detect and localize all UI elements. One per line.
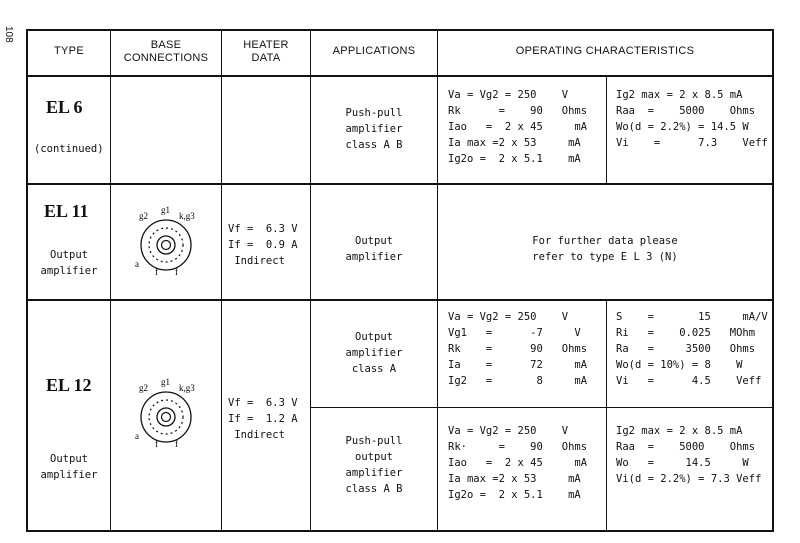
el12-pin-a: a: [135, 431, 139, 441]
el11-description: Output amplifier: [40, 249, 98, 277]
el12-pin-g2: g2: [139, 383, 148, 393]
el12-application-class-a: Output amplifier class A: [345, 331, 403, 375]
page-number: 108: [3, 26, 14, 43]
type-el6: EL 6: [46, 97, 83, 117]
el11-ops-reference: For further data please refer to type E L 3 (N): [532, 235, 678, 263]
el12-base-diagram-icon: [131, 373, 201, 455]
el12-class-a-ops-left: Va = Vg2 = 250 V Vg1 = -7 V Rk = 90 Ohms Ia = 72 mA Ig2 = 8 mA: [448, 311, 588, 387]
el11-pin-f1: f: [155, 267, 158, 277]
el12-pin-f1: f: [155, 439, 158, 449]
header-applications: APPLICATIONS: [332, 45, 416, 57]
el12-pin-g1: g1: [161, 377, 170, 387]
el12-description: Output amplifier: [40, 453, 98, 481]
tube-data-table: [26, 29, 774, 532]
el11-pin-a: a: [135, 259, 139, 269]
el12-pin-f2: f: [175, 439, 178, 449]
col-rule-1: [110, 31, 111, 530]
col-rule-4: [437, 31, 438, 530]
header-operating-characteristics: OPERATING CHARACTERISTICS: [515, 45, 695, 57]
header-base-connections: BASE CONNECTIONS: [123, 39, 209, 64]
col-rule-2: [221, 31, 222, 530]
el11-pin-g1: g1: [161, 205, 170, 215]
el12-pin-kg3: k,g3: [179, 383, 195, 393]
el6-application: Push-pull amplifier class A B: [345, 107, 403, 151]
el6-continued-note: (continued): [34, 143, 104, 155]
row-rule-el11: [28, 299, 772, 301]
type-el12: EL 12: [46, 375, 92, 395]
row-rule-el12-split: [310, 407, 772, 408]
el6-ops-right: Ig2 max = 2 x 8.5 mA Raa = 5000 Ohms Wo(d = 2.2%) = 14.5 W Vi = 7.3 Veff: [616, 89, 768, 149]
header-type: TYPE: [54, 45, 84, 57]
col-rule-5-el12: [606, 299, 607, 530]
el11-pin-kg3: k,g3: [179, 211, 195, 221]
el11-heater-data: Vf = 6.3 V If = 0.9 A Indirect: [228, 223, 298, 267]
el11-application: Output amplifier: [345, 235, 403, 263]
el12-class-a-ops-right: S = 15 mA/V Ri = 0.025 MOhm Ra = 3500 Ohms Wo(d = 10%) = 8 W Vi = 4.5 Veff: [616, 311, 768, 387]
el11-base-diagram-icon: [131, 201, 201, 283]
el12-class-ab-ops-left: Va = Vg2 = 250 V Rk· = 90 Ohms Iao = 2 x 45 mA Ia max =2 x 53 mA Ig2o = 2 x 5.1 mA: [448, 425, 588, 501]
col-rule-5-el6: [606, 75, 607, 183]
header-rule: [28, 75, 772, 77]
el11-pin-f2: f: [175, 267, 178, 277]
row-rule-el6: [28, 183, 772, 185]
el12-application-class-ab: Push-pull output amplifier class A B: [345, 435, 403, 495]
el11-pin-g2: g2: [139, 211, 148, 221]
el12-class-ab-ops-right: Ig2 max = 2 x 8.5 mA Raa = 5000 Ohms Wo = 14.5 W Vi(d = 2.2%) = 7.3 Veff: [616, 425, 762, 485]
header-heater-data: HEATER DATA: [243, 39, 289, 64]
type-el11: EL 11: [44, 201, 89, 221]
el12-heater-data: Vf = 6.3 V If = 1.2 A Indirect: [228, 397, 298, 441]
el6-ops-left: Va = Vg2 = 250 V Rk = 90 Ohms Iao = 2 x 45 mA Ia max =2 x 53 mA Ig2o = 2 x 5.1 mA: [448, 89, 588, 165]
